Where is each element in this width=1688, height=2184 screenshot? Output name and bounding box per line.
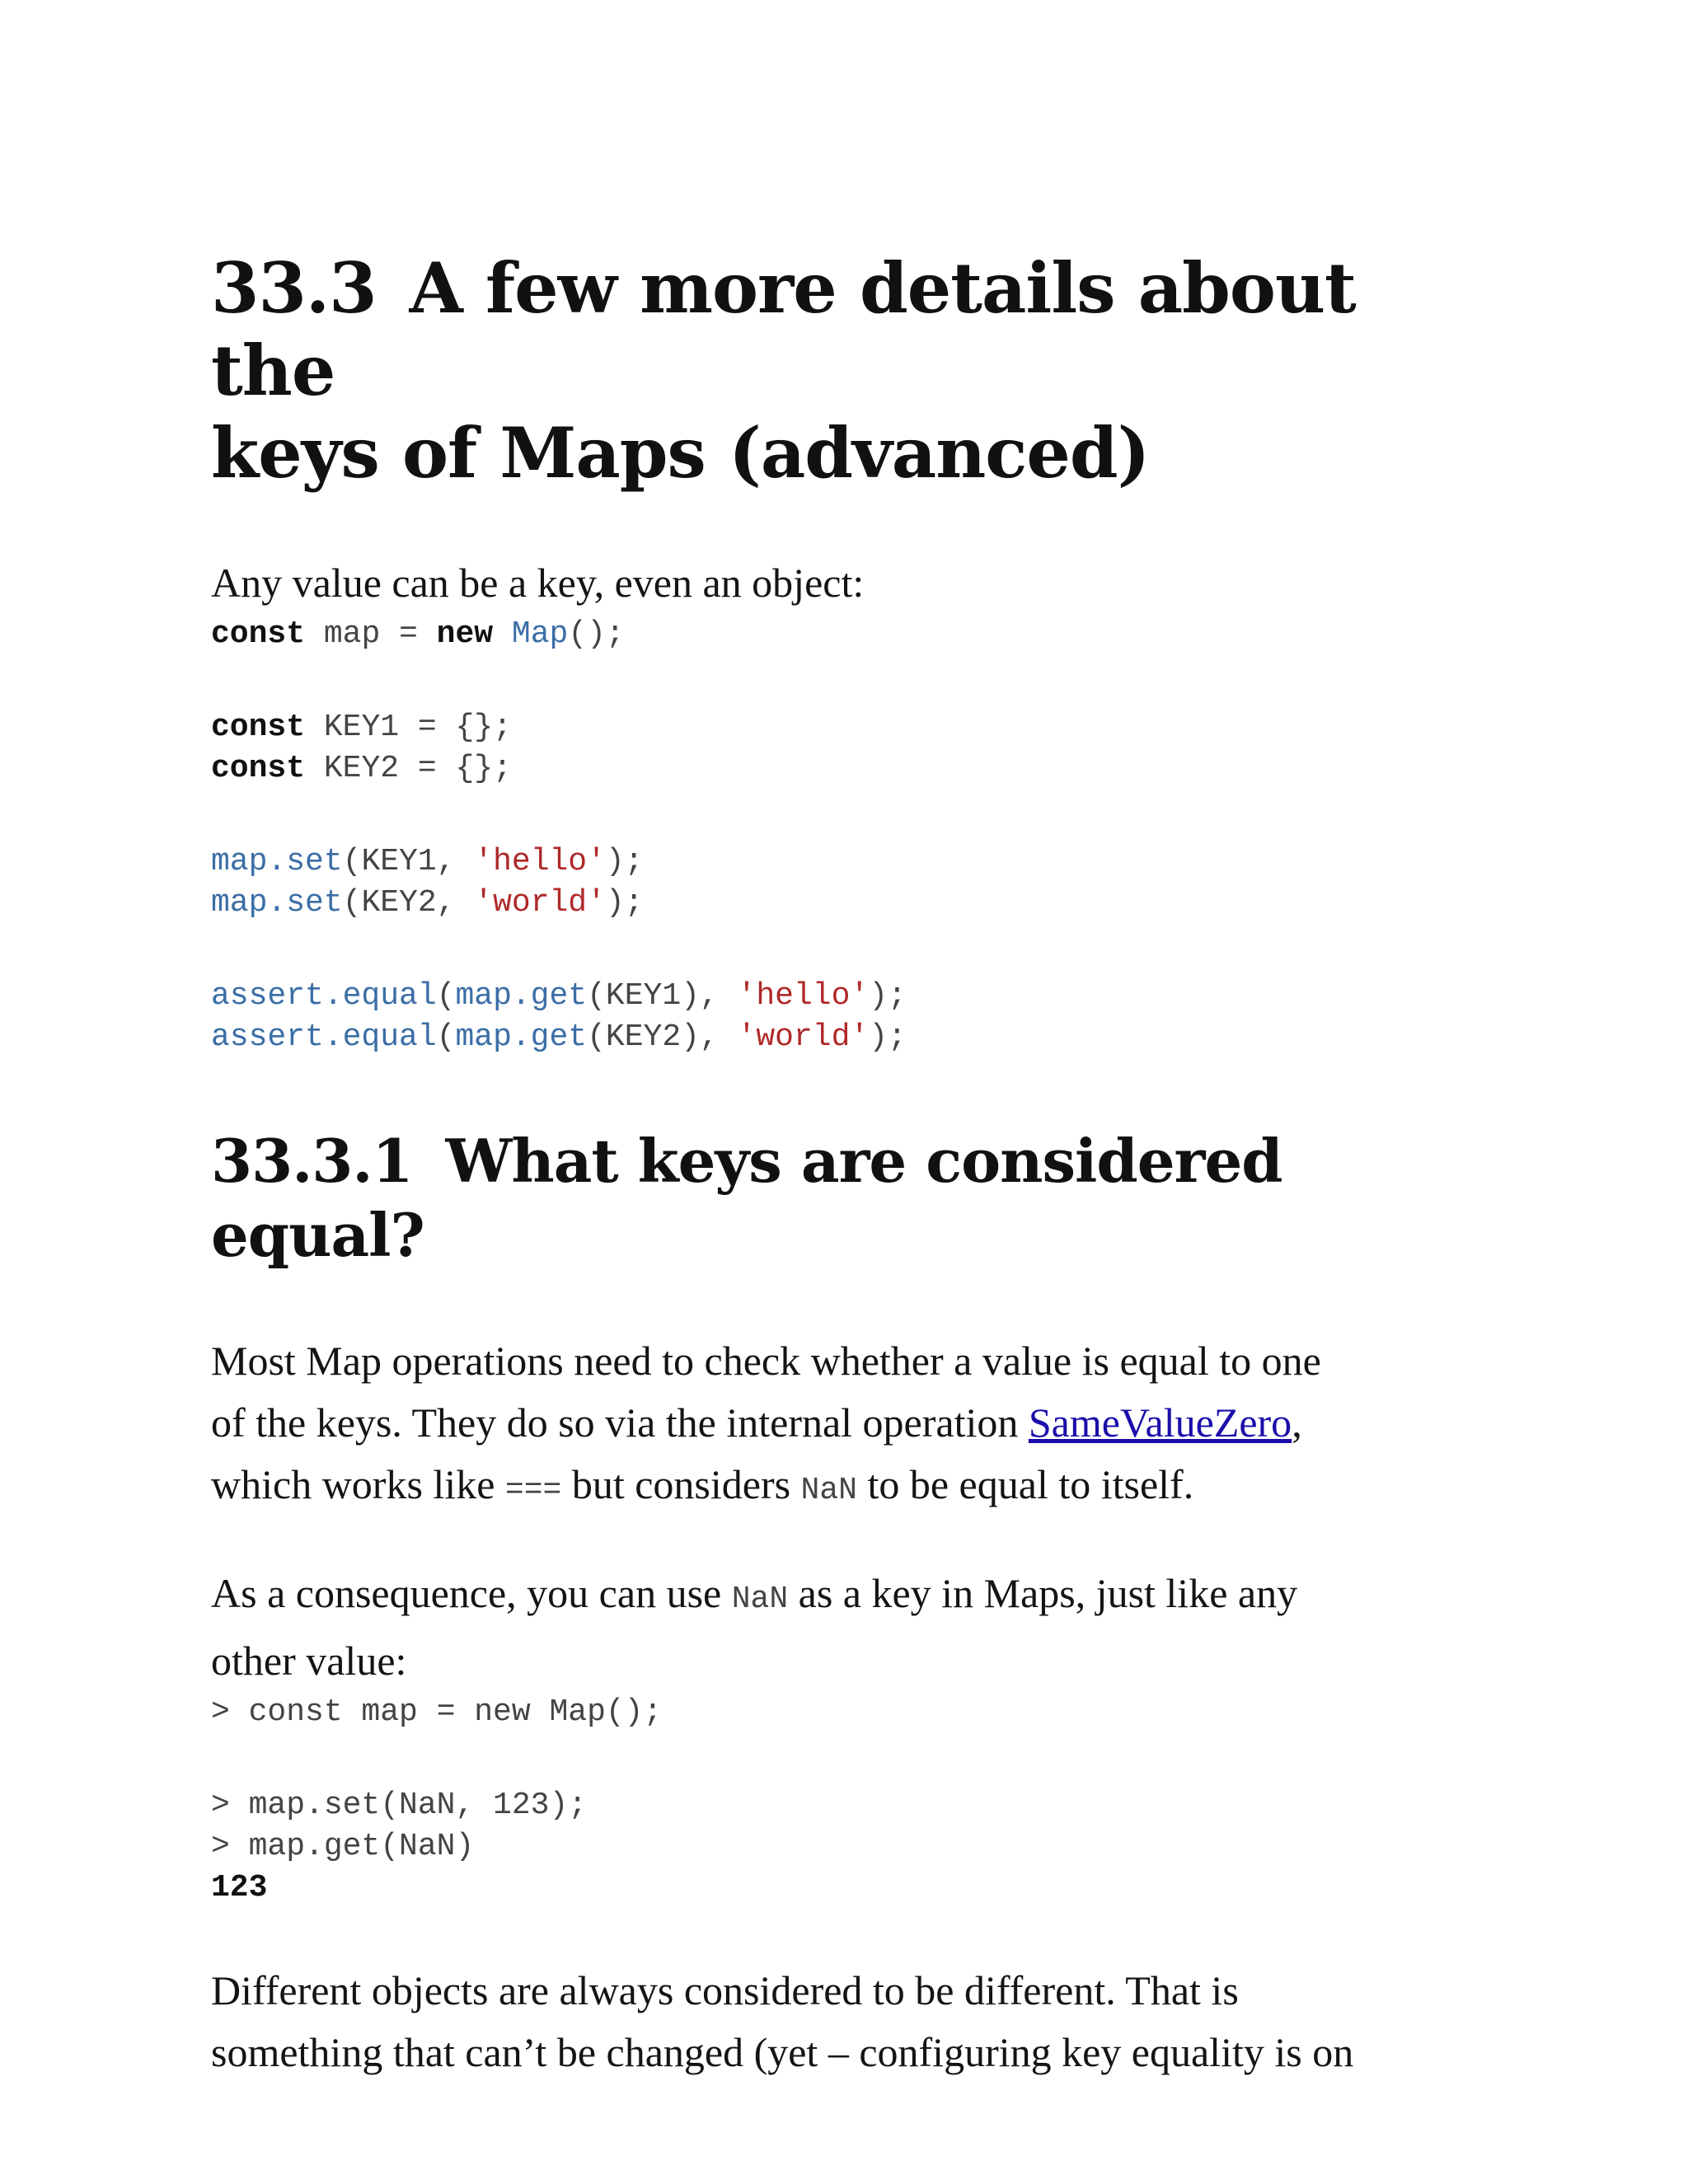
section-number: 33.3 — [211, 247, 377, 329]
paragraph-nan-key: As a consequence, you can use NaN as a key in Maps, just like any other value: — [211, 1570, 1298, 1684]
code-output: 123 — [211, 1870, 268, 1905]
paragraph-samevaluezero: Most Map operations need to check whether a value is equal to one of the keys. They do so via the internal operation SameValueZero, which works like === but considers NaN to be equal to itself. — [211, 1338, 1321, 1508]
code-line: map.set(KEY1, 'hello'); — [211, 844, 644, 879]
subsection-heading — [211, 1124, 1497, 1272]
code-line: const KEY2 = {}; — [211, 751, 512, 786]
subsection-number: 33.3.1 — [211, 1126, 413, 1196]
code-line: > map.set(NaN, 123); — [211, 1788, 588, 1823]
section-heading — [211, 247, 1497, 494]
paragraph-different-objects: Different objects are always considered to be different. That is something that can’t be changed (yet – configuring key equality is on — [211, 1967, 1354, 2075]
code-line: > const map = new Map(); — [211, 1694, 663, 1730]
code-line: const map = new Map(); — [211, 616, 625, 652]
intro-paragraph: Any value can be a key, even an object: — [211, 560, 865, 606]
inline-code-strict-equal: === — [504, 1473, 562, 1508]
code-line: const KEY1 = {}; — [211, 710, 512, 745]
code-line: > map.get(NaN) — [211, 1829, 475, 1864]
inline-code-nan: NaN — [800, 1473, 857, 1508]
code-line: assert.equal(map.get(KEY2), 'world'); — [211, 1019, 907, 1055]
samevaluezero-link[interactable]: SameValueZero — [1028, 1399, 1292, 1446]
inline-code-nan: NaN — [731, 1582, 789, 1617]
subsection-title: What keys are considered equal? — [211, 1126, 1282, 1270]
code-line: assert.equal(map.get(KEY1), 'hello'); — [211, 978, 907, 1014]
code-block-map-keys — [211, 614, 1497, 1058]
section-title-line1: A few more details about the — [211, 247, 1356, 411]
section-title-line2: keys of Maps (advanced) — [211, 412, 1150, 494]
code-line: map.set(KEY2, 'world'); — [211, 885, 644, 921]
page-content — [211, 247, 1497, 2083]
code-block-repl-nan — [211, 1692, 1497, 1909]
